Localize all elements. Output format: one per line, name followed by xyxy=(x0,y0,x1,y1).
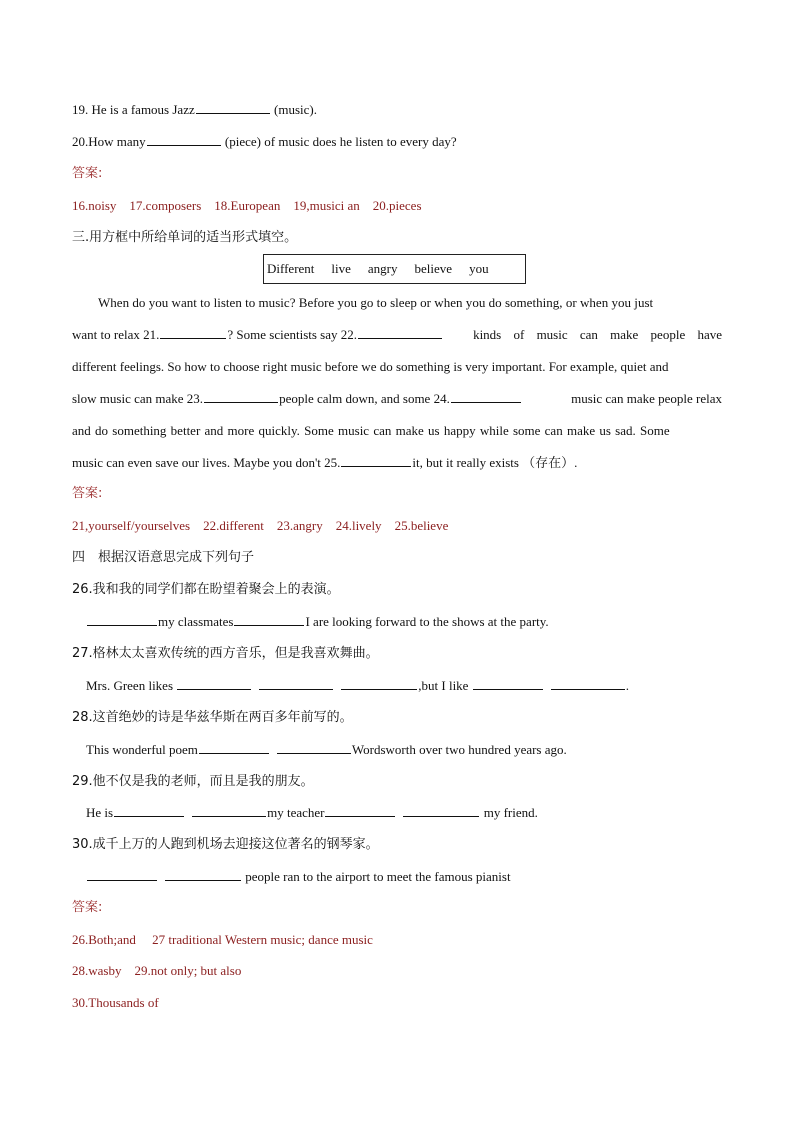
passage-line-3-text: different feelings. So how to choose right music before we do something is very important. For example, quiet and xyxy=(72,359,669,374)
passage-line-4-text-c: music can make people relax xyxy=(571,391,722,406)
question-29-english xyxy=(86,804,538,822)
word-angry: angry xyxy=(367,261,398,276)
question-29-text-b: my teacher xyxy=(267,805,325,820)
answer-25: 25.believe xyxy=(394,518,449,533)
section-3-heading: 三.用方框中所给单词的适当形式填空。 xyxy=(72,230,298,245)
answers-28-29 xyxy=(72,962,241,980)
question-30-text: people ran to the airport to meet the famous pianist xyxy=(242,869,511,884)
blank-19[interactable] xyxy=(196,101,270,114)
blank-27-1[interactable] xyxy=(177,677,251,690)
question-26-english xyxy=(86,613,549,631)
answer-label-2: 答案: xyxy=(72,486,103,501)
question-27-chinese: 27.格林太太喜欢传统的西方音乐，但是我喜欢舞曲。 xyxy=(72,646,379,661)
question-19-text: 19. He is a famous Jazz xyxy=(72,102,195,117)
blank-23[interactable] xyxy=(204,390,278,403)
question-26-text-a: my classmates xyxy=(158,614,234,629)
question-29-chinese: 29.他不仅是我的老师，而且是我的朋友。 xyxy=(72,774,314,789)
passage-line-2-text-c: kinds of music can make people have xyxy=(473,327,722,342)
passage-line-2 xyxy=(72,326,722,344)
passage-line-4 xyxy=(72,390,722,408)
blank-29-3[interactable] xyxy=(325,804,395,817)
passage-line-1-text: When do you want to listen to music? Before you go to sleep or when you do something, or when you just xyxy=(98,295,654,310)
question-28-text-a: This wonderful poem xyxy=(86,742,198,757)
blank-26-2[interactable] xyxy=(234,613,304,626)
answer-17: 17.composers xyxy=(129,198,202,213)
answer-label-1: 答案: xyxy=(72,166,103,181)
question-29-text-a: He is xyxy=(86,805,114,820)
answers-16-20 xyxy=(72,197,422,215)
question-20-text: 20.How many xyxy=(72,134,146,149)
blank-27-2[interactable] xyxy=(259,677,333,690)
word-box xyxy=(263,254,526,284)
blank-29-2[interactable] xyxy=(192,804,266,817)
question-28-text-b: Wordsworth over two hundred years ago. xyxy=(351,742,567,757)
answers-26-27 xyxy=(72,931,373,949)
blank-20[interactable] xyxy=(147,133,221,146)
blank-21[interactable] xyxy=(160,326,226,339)
question-27-text-b: ,but I like xyxy=(418,678,472,693)
question-27-text-a: Mrs. Green likes xyxy=(86,678,177,693)
word-live: live xyxy=(331,261,351,276)
blank-25[interactable] xyxy=(341,454,411,467)
passage-line-6 xyxy=(72,454,722,472)
blank-27-3[interactable] xyxy=(341,677,417,690)
answer-label-3: 答案: xyxy=(72,900,103,915)
passage-line-5-text: and do something better and more quickly. Some music can make us happy while some can make us sad. Some xyxy=(72,423,670,438)
blank-28-2[interactable] xyxy=(277,741,351,754)
word-different: Different xyxy=(267,261,315,276)
passage-line-4-text-a: slow music can make 23. xyxy=(72,391,204,406)
word-believe: believe xyxy=(414,261,453,276)
passage-line-3 xyxy=(72,358,722,376)
blank-30-2[interactable] xyxy=(165,868,241,881)
answer-20: 20.pieces xyxy=(372,198,422,213)
passage-line-1 xyxy=(98,294,722,312)
passage-line-5 xyxy=(72,422,722,440)
answer-28: 28.wasby xyxy=(72,963,122,978)
passage-line-6-text-a: music can even save our lives. Maybe you don't 25. xyxy=(72,455,341,470)
question-27-english xyxy=(86,677,629,695)
question-30-english xyxy=(86,868,511,886)
answer-18: 18.European xyxy=(214,198,281,213)
blank-22[interactable] xyxy=(358,326,442,339)
question-27-text-c: . xyxy=(625,678,629,693)
blank-28-1[interactable] xyxy=(199,741,269,754)
answer-29: 29.not only; but also xyxy=(134,963,242,978)
answer-30: 30.Thousands of xyxy=(72,995,159,1010)
passage-line-2-text-a: want to relax 21. xyxy=(72,327,160,342)
blank-27-5[interactable] xyxy=(551,677,625,690)
question-28-chinese: 28.这首绝妙的诗是华兹华斯在两百多年前写的。 xyxy=(72,710,353,725)
word-you: you xyxy=(469,261,489,276)
question-26-chinese: 26.我和我的同学们都在盼望着聚会上的表演。 xyxy=(72,582,340,597)
passage-line-4-text-b: people calm down, and some 24. xyxy=(279,391,450,406)
answer-19: 19,musici an xyxy=(293,198,360,213)
answer-24: 24.lively xyxy=(335,518,382,533)
section-4-heading: 四 根据汉语意思完成下列句子 xyxy=(72,550,255,565)
answer-21: 21,yourself/yourselves xyxy=(72,518,191,533)
blank-27-4[interactable] xyxy=(473,677,543,690)
answer-27: 27 traditional Western music; dance music xyxy=(152,932,373,947)
answer-23: 23.angry xyxy=(276,518,323,533)
answer-26: 26.Both;and xyxy=(72,932,136,947)
passage-line-6-text-b: it, but it really exists （存在）. xyxy=(412,455,578,470)
answer-16: 16.noisy xyxy=(72,198,117,213)
question-29-text-c: my friend. xyxy=(480,805,538,820)
question-30-chinese: 30.成千上万的人跑到机场去迎接这位著名的钢琴家。 xyxy=(72,837,379,852)
question-28-english xyxy=(86,741,567,759)
passage-line-2-text-b: ? Some scientists say 22. xyxy=(227,327,358,342)
blank-26-1[interactable] xyxy=(87,613,157,626)
question-20-hint: (piece) of music does he listen to every day? xyxy=(221,134,457,149)
blank-30-1[interactable] xyxy=(87,868,157,881)
blank-29-1[interactable] xyxy=(114,804,184,817)
question-19-hint: (music). xyxy=(270,102,317,117)
question-20 xyxy=(72,133,457,151)
answer-22: 22.different xyxy=(203,518,264,533)
question-26-text-b: I are looking forward to the shows at the party. xyxy=(305,614,549,629)
question-19 xyxy=(72,101,317,119)
blank-24[interactable] xyxy=(451,390,521,403)
answers-21-25 xyxy=(72,517,448,535)
blank-29-4[interactable] xyxy=(403,804,479,817)
